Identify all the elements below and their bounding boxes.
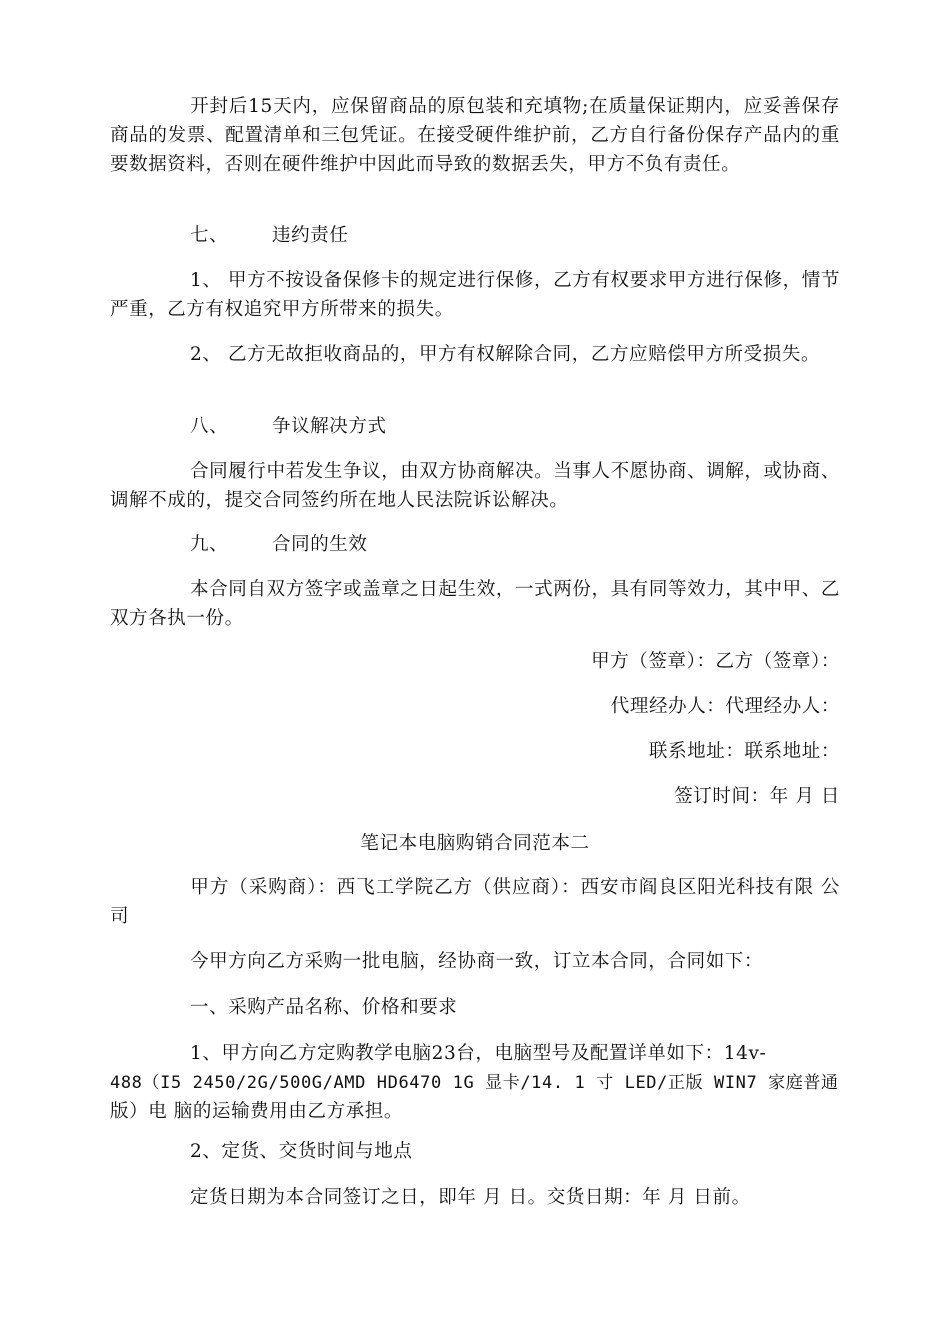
item-2-heading: 2、定货、交货时间与地点 <box>190 1141 413 1162</box>
contract-title-2: 笔记本电脑购销合同范本二 <box>360 833 590 854</box>
item-1-1-line-1: 1、甲方向乙方定购教学电脑23台，电脑型号及配置详单如下：14v- <box>190 1043 767 1064</box>
section-9-heading: 九、 合同的生效 <box>190 534 368 555</box>
paragraph-7-2: 2、 乙方无故拒收商品的，甲方有权解除合同，乙方应赔偿甲方所受损失。 <box>190 344 821 365</box>
paragraph-intro: 今甲方向乙方采购一批电脑，经协商一致，订立本合同，合同如下： <box>190 951 764 972</box>
item-1-1-line-2: 488（I5 2450/2G/500G/AMD HD6470 1G 显卡/14. 1 寸 LED/正版 WIN7 家庭普通 <box>110 1073 839 1093</box>
item-1-1-line-3: 版）电 脑的运输费用由乙方承担。 <box>110 1101 403 1122</box>
section-8-heading: 八、 争议解决方式 <box>190 416 387 437</box>
section-7-heading: 七、 违约责任 <box>190 225 349 246</box>
paragraph-warranty: 开封后15天内，应保留商品的原包装和充填物;在质量保证期内，应妥善保存商品的发票、配置清单和三包凭证。在接受硬件维护前，乙方自行备份保存产品内的重要数据资料，否则在硬件维护中因此而导致的数据丢失，甲方不负有责任。 <box>110 96 840 175</box>
signature-line-address: 联系地址：联系地址： <box>648 741 840 762</box>
signature-line-date: 签订时间：年 月 日 <box>674 786 840 807</box>
item-2-text: 定货日期为本合同签订之日，即年 月 日。交货日期：年 月 日前。 <box>190 1187 751 1208</box>
item-1-heading: 一、采购产品名称、价格和要求 <box>190 997 458 1018</box>
signature-line-agents: 代理经办人：代理经办人： <box>610 696 840 717</box>
paragraph-8: 合同履行中若发生争议，由双方协商解决。当事人不愿协商、调解，或协商、调解不成的，提交合同签约所在地人民法院诉讼解决。 <box>110 461 840 511</box>
paragraph-parties: 甲方（采购商）：西飞工学院乙方（供应商）：西安市阎良区阳光科技有限 公司 <box>110 877 840 927</box>
paragraph-7-1: 1、 甲方不按设备保修卡的规定进行保修，乙方有权要求甲方进行保修，情节严重，乙方有权追究甲方所带来的损失。 <box>110 270 840 320</box>
signature-line-parties: 甲方（签章）：乙方（签章）： <box>591 651 840 672</box>
paragraph-9: 本合同自双方签字或盖章之日起生效，一式两份，具有同等效力，其中甲、乙双方各执一份。 <box>110 579 840 629</box>
